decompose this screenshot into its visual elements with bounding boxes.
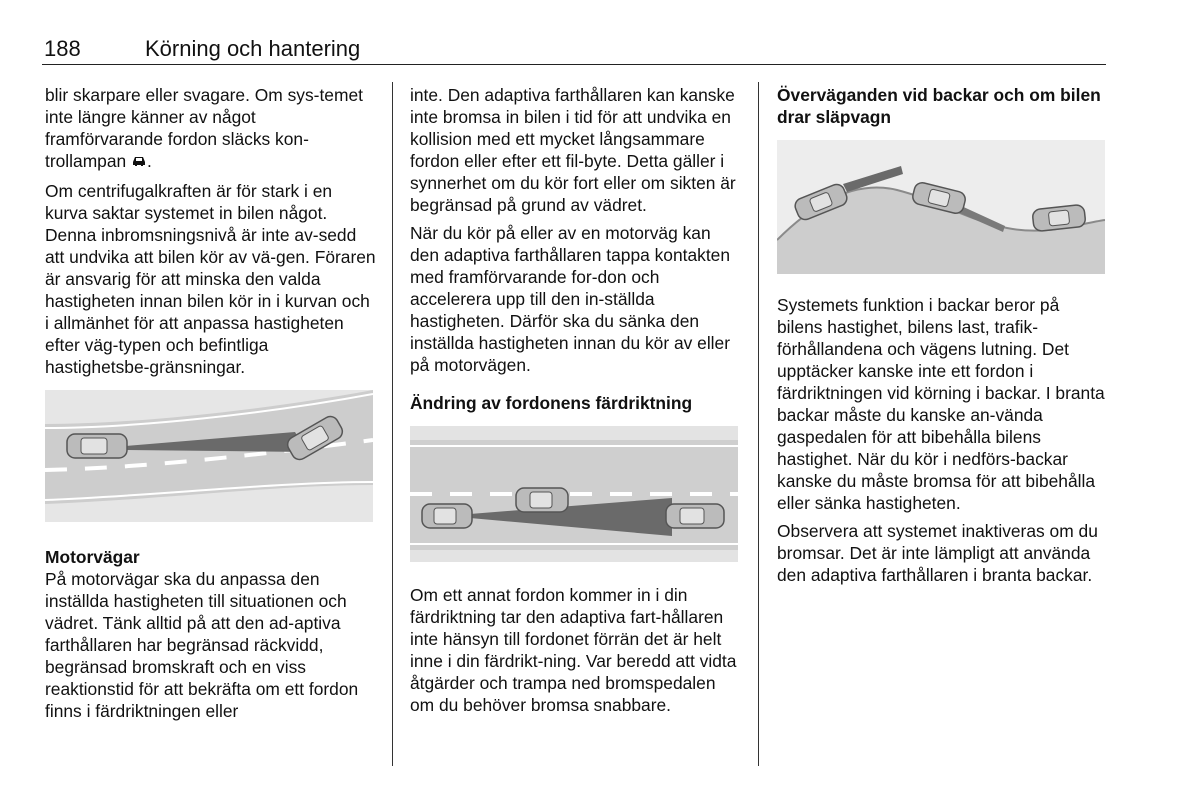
paragraph: Systemets funktion i backar beror på bilens hastighet, bilens last, trafik-förhållandena och vägens lutning. Det upptäcker kanske inte ett fordon i färdriktningen vid körning i backar. I branta backar måste du kanske an-vända gaspedalen för att bibehålla bilens hastighet. När du kör i nedförs-backar kanske du måste bromsa för att bibehålla eller sänka hastigheten. <box>777 295 1105 513</box>
paragraph: På motorvägar ska du anpassa den inställda hastigheten till situationen och vädret. Tänk alltid på att den ad-aptiva farthållaren har begränsad räckvidd, begränsad bromskraft och en viss reaktionstid för att bekräfta om ett fordon finns i färdriktningen eller <box>45 569 359 721</box>
illustration-lane-change-sensor <box>410 426 738 562</box>
paragraph-end: . <box>147 151 152 171</box>
page-number: 188 <box>44 36 81 61</box>
section-heading: Överväganden vid backar och om bilen drar släpvagn <box>777 85 1101 127</box>
paragraph: Om ett annat fordon kommer in i din färdriktning tar den adaptiva fart-hållaren inte hänsyn till fordonet förrän det är helt inne i din färdrikt-ning. Var beredd att vidta åtgärder och trampa ned bromspedalen om du behöver bromsa snabbare. <box>410 585 737 715</box>
section-heading: Ändring av fordonens färdriktning <box>410 393 693 413</box>
section-heading: Motorvägar <box>45 547 140 567</box>
paragraph-text: blir skarpare eller svagare. Om sys-temet inte längre känner av något framförvarande fordon släcks kon-trollampan <box>45 85 363 171</box>
paragraph: När du kör på eller av en motorväg kan den adaptiva farthållaren tappa kontakten med framförvarande for-don och accelerera upp till den in-ställda hastigheten. Därför ska du sänka den inställda hastigheten innan du kör av eller på motorvägen. <box>410 223 731 375</box>
paragraph: inte. Den adaptiva farthållaren kan kanske inte bromsa in bilen i tid för att undvika en kollision med ett mycket långsammare fordon eller efter ett fil-byte. Detta gäller i synnerhet om du kör fort eller om sikten är begränsad på grund av vädret. <box>410 85 736 215</box>
illustration-curved-road-sensor <box>45 390 373 522</box>
paragraph: Om centrifugalkraften är för stark i en kurva saktar systemet in bilen något. Denna inbromsningsnivå är inte av-sedd att undvika att bilen kör av vä-gen. Föraren är ansvarig för att minska den valda hastigheten innan bilen kör in i kurvan och i allmänhet för att anpassa hastigheten efter väg-typen och befintliga hastighetsbe-gränsningar. <box>45 181 376 377</box>
illustration-hills-sensor <box>777 140 1105 274</box>
column-divider <box>392 82 393 766</box>
page-header <box>42 34 1106 65</box>
column-2 <box>410 84 742 722</box>
column-1 <box>45 84 377 728</box>
paragraph <box>45 84 377 174</box>
paragraph: Observera att systemet inaktiveras om du bromsar. Det är inte lämpligt att använda den adaptiva farthållaren i branta backar. <box>777 521 1098 585</box>
section-title: Körning och hantering <box>145 36 361 61</box>
column-3 <box>777 84 1109 592</box>
column-divider <box>758 82 759 766</box>
vehicle-ahead-icon <box>131 152 147 174</box>
